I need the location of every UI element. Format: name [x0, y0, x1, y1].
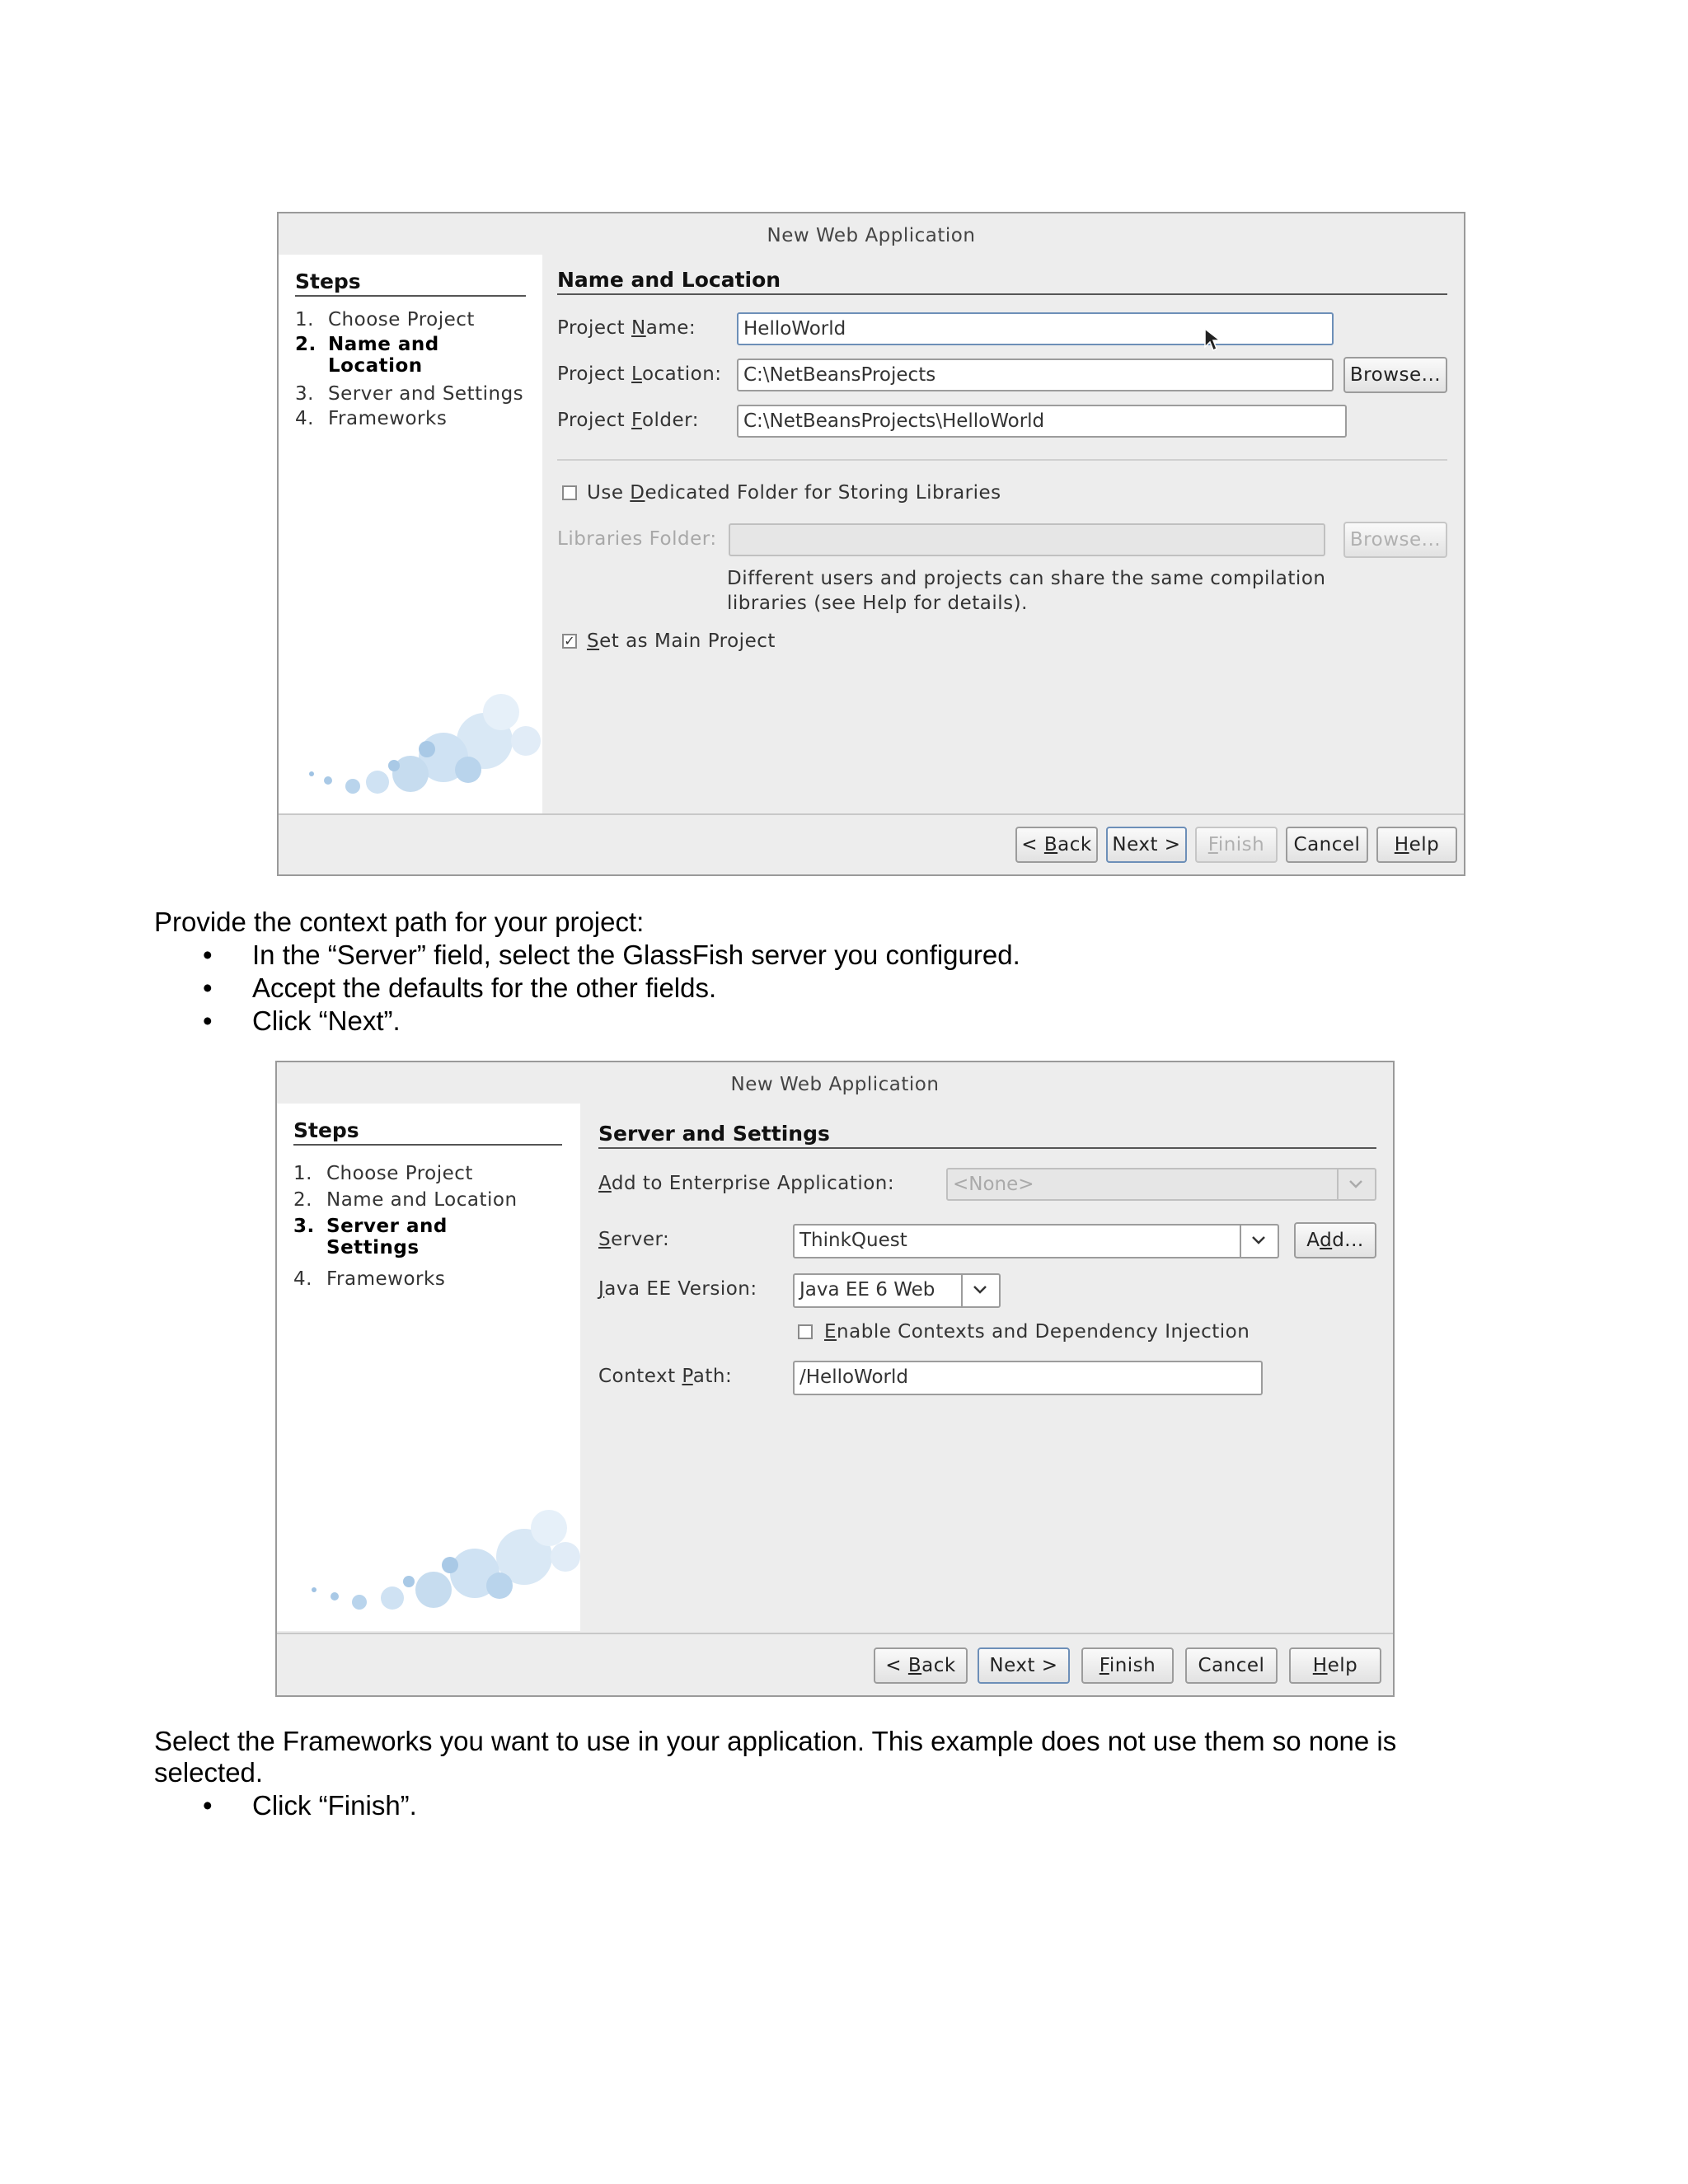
project-name-label: Project Name:	[557, 317, 696, 339]
browse-libraries-button[interactable]: Browse...	[1343, 522, 1447, 558]
help-button[interactable]: Help	[1289, 1647, 1381, 1684]
libraries-folder-label: Libraries Folder:	[557, 528, 717, 550]
step-frameworks: 4. Frameworks	[295, 408, 448, 429]
project-name-input[interactable]: HelloWorld	[737, 312, 1334, 345]
libraries-note-line1: Different users and projects can share the same compilation	[727, 568, 1326, 589]
frameworks-intro-line1: Select the Frameworks you want to use in your application. This example does not use them so none is	[154, 1726, 1397, 1756]
javaee-version-select[interactable]: Java EE 6 Web	[793, 1273, 1001, 1308]
section-title: Server and Settings	[598, 1122, 1376, 1149]
dialog-footer	[277, 1633, 1393, 1695]
main-project-label: Set as Main Project	[587, 630, 776, 652]
cancel-button[interactable]: Cancel	[1286, 827, 1368, 863]
add-server-button[interactable]: Add...	[1294, 1222, 1376, 1258]
dialog-footer	[279, 813, 1464, 874]
steps-header: Steps	[295, 269, 526, 297]
cancel-button[interactable]: Cancel	[1185, 1647, 1278, 1684]
instructions-intro: Provide the context path for your project:	[154, 907, 645, 937]
bullet-dot: •	[203, 1790, 213, 1821]
enterprise-app-label: Add to Enterprise Application:	[598, 1173, 895, 1194]
step-choose-project: 1. Choose Project	[293, 1163, 473, 1184]
dialog-title: New Web Application	[730, 1074, 940, 1095]
bullet-dot: •	[203, 972, 213, 1003]
project-location-input[interactable]: C:\NetBeansProjects	[737, 359, 1334, 391]
bullet-dot: •	[203, 940, 213, 970]
project-folder-label: Project Folder:	[557, 410, 699, 431]
server-label: Server:	[598, 1229, 670, 1250]
instruction-bullet-3: Click “Next”.	[252, 1005, 401, 1036]
chevron-down-icon	[1337, 1169, 1375, 1199]
enterprise-app-select[interactable]: <None>	[946, 1168, 1376, 1201]
new-web-app-dialog-name-location	[277, 212, 1465, 876]
libraries-note-line2: libraries (see Help for details).	[727, 593, 1028, 614]
new-web-app-dialog-server-settings	[275, 1061, 1395, 1697]
help-button[interactable]: Help	[1376, 827, 1457, 863]
main-project-checkbox[interactable]: ✓	[562, 634, 577, 649]
project-folder-input[interactable]: C:\NetBeansProjects\HelloWorld	[737, 405, 1347, 438]
next-button[interactable]: Next >	[1106, 827, 1187, 863]
steps-panel	[279, 255, 542, 815]
back-button[interactable]: < Back	[874, 1647, 968, 1684]
context-path-input[interactable]: /HelloWorld	[793, 1361, 1263, 1395]
next-button[interactable]: Next >	[978, 1647, 1070, 1684]
javaee-version-label: Java EE Version:	[598, 1278, 757, 1300]
dedicated-folder-label: Use Dedicated Folder for Storing Libraries	[587, 482, 1001, 504]
instruction-bullet-2: Accept the defaults for the other fields.	[252, 972, 717, 1003]
step-frameworks: 4. Frameworks	[293, 1268, 446, 1290]
dialog-title: New Web Application	[767, 225, 976, 246]
finish-button[interactable]: Finish	[1195, 827, 1278, 863]
step-name-location: 2. Name and Location	[295, 334, 439, 377]
decorative-bubbles-graphic	[277, 1507, 580, 1631]
instruction-bullet-finish: Click “Finish”.	[252, 1790, 417, 1821]
section-title: Name and Location	[557, 268, 1447, 295]
libraries-folder-input[interactable]	[729, 523, 1325, 556]
steps-header: Steps	[293, 1118, 562, 1146]
back-button[interactable]: < Back	[1015, 827, 1098, 863]
steps-panel	[277, 1104, 580, 1631]
server-select[interactable]: ThinkQuest	[793, 1224, 1279, 1258]
step-server-settings: 3. Server and Settings	[293, 1216, 448, 1258]
frameworks-intro-line2: selected.	[154, 1757, 264, 1788]
finish-button[interactable]: Finish	[1081, 1647, 1174, 1684]
step-server-settings: 3. Server and Settings	[295, 383, 524, 405]
bullet-dot: •	[203, 1005, 213, 1036]
context-path-label: Context Path:	[598, 1366, 733, 1387]
project-location-label: Project Location:	[557, 363, 722, 385]
separator	[557, 459, 1447, 461]
step-name-location: 2. Name and Location	[293, 1189, 518, 1211]
chevron-down-icon[interactable]	[1240, 1226, 1278, 1257]
cdi-checkbox[interactable]	[798, 1324, 813, 1339]
mouse-pointer-icon	[1203, 327, 1221, 354]
cdi-label: Enable Contexts and Dependency Injection	[824, 1321, 1250, 1343]
dedicated-folder-checkbox[interactable]	[562, 485, 577, 500]
browse-location-button[interactable]: Browse...	[1343, 357, 1447, 393]
chevron-down-icon[interactable]	[961, 1275, 999, 1306]
step-choose-project: 1. Choose Project	[295, 309, 475, 330]
decorative-bubbles-graphic	[279, 691, 542, 815]
instruction-bullet-1: In the “Server” field, select the GlassFish server you configured.	[252, 940, 1020, 970]
